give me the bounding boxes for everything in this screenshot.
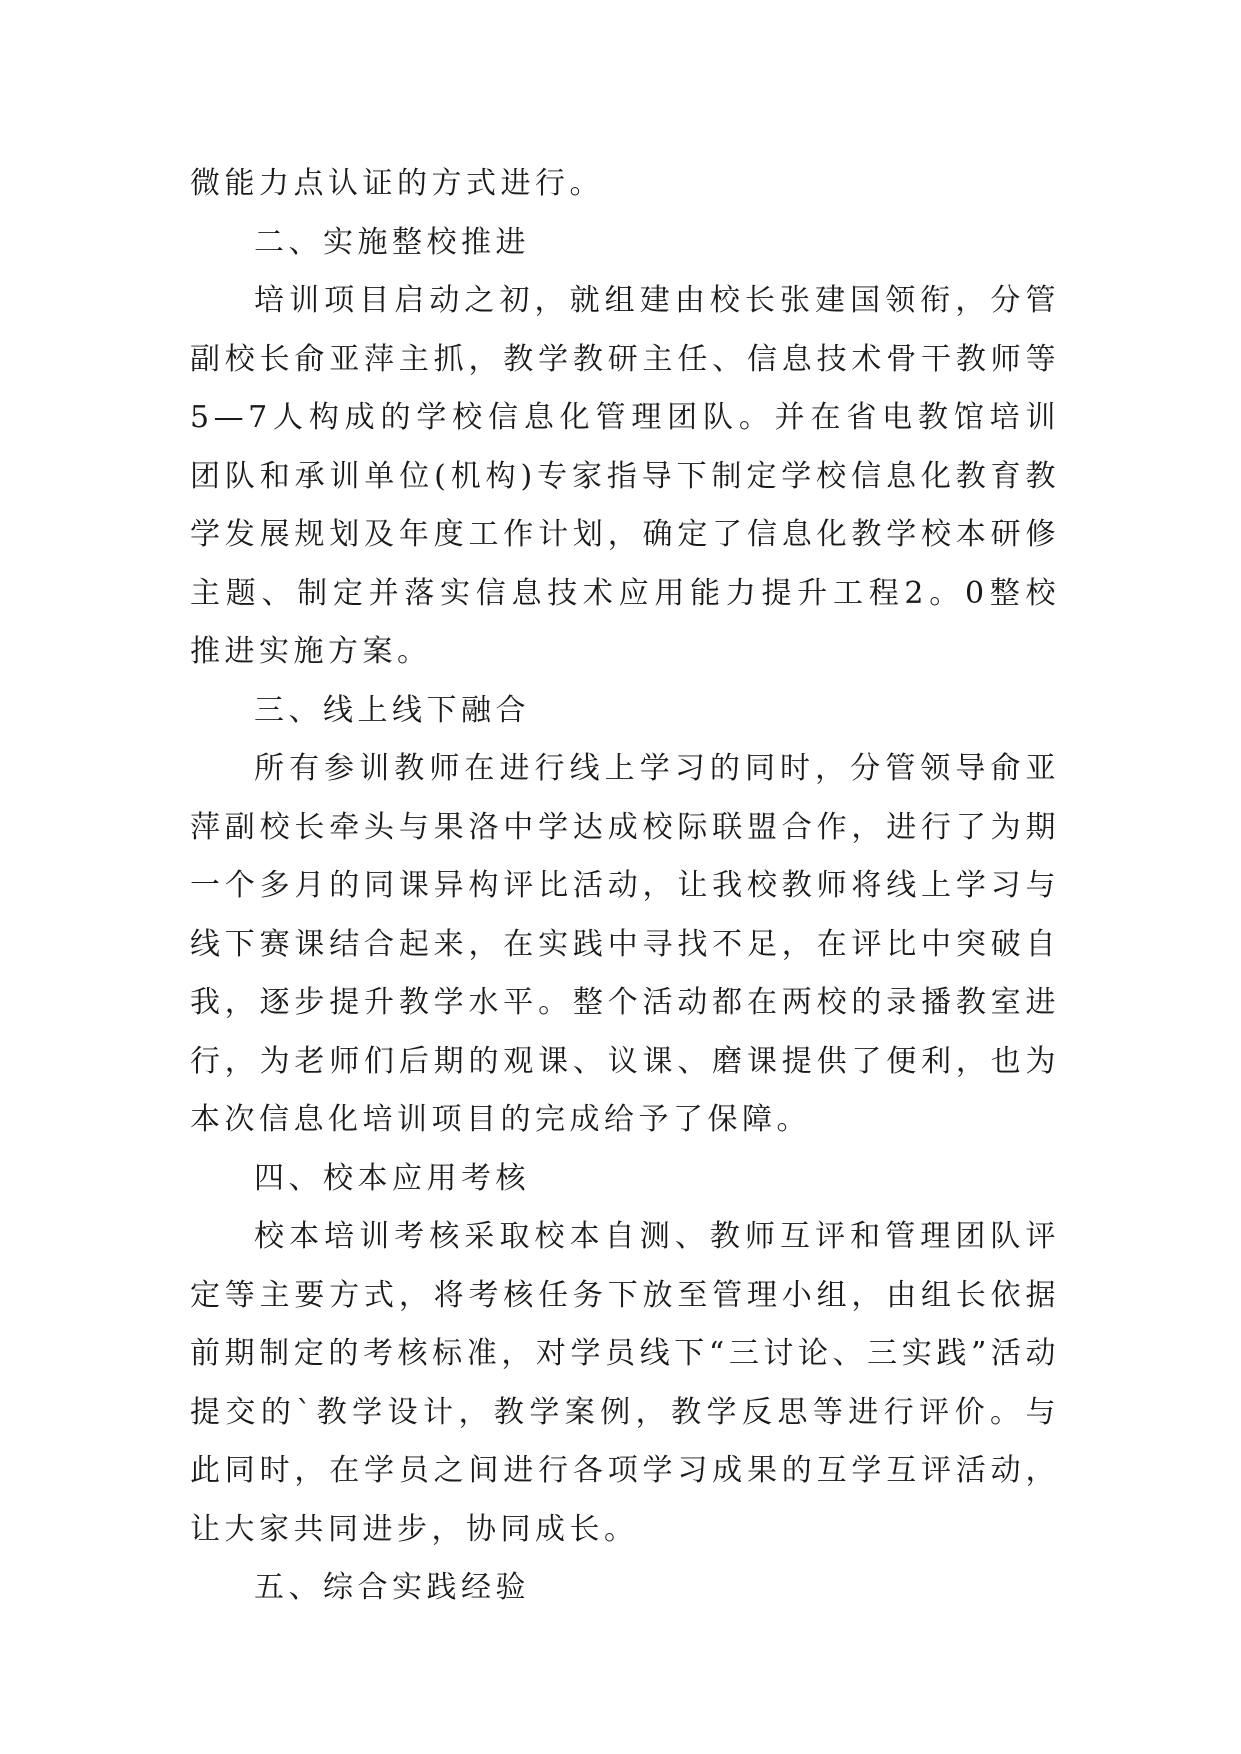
document-body xyxy=(190,155,1060,1618)
section-heading-5: 五、综合实践经验 xyxy=(254,1570,530,1605)
section-heading-3: 三、线上线下融合 xyxy=(254,692,530,728)
paragraph-section-2: 培训项目启动之初，就组建由校长张建国领衔，分管副校长俞亚萍主抓，教学教研主任、信息技术骨干教师等5—7人构成的学校信息化管理团队。并在省电教馆培训团队和承训单位(机构)专家指导下制定学校信息化教育教学发展规划及年度工作计划，确定了信息化教学校本研修主题、制定并落实信息技术应用能力提升工程2。0整校推进实施方案。 xyxy=(190,283,1060,669)
paragraph-section-3: 所有参训教师在进行线上学习的同时，分管领导俞亚萍副校长牵头与果洛中学达成校际联盟合作，进行了为期一个多月的同课异构评比活动，让我校教师将线上学习与线下赛课结合起来，在实践中寻找不足，在评比中突破自我，逐步提升教学水平。整个活动都在两校的录播教室进行，为老师们后期的观课、议课、磨课提供了便利，也为本次信息化培训项目的完成给予了保障。 xyxy=(190,751,1060,1137)
section-heading-2: 二、实施整校推进 xyxy=(254,224,530,260)
paragraph-section-4: 校本培训考核采取校本自测、教师互评和管理团队评定等主要方式，将考核任务下放至管理小组，由组长依据前期制定的考核标准，对学员线下“三讨论、三实践”活动提交的`教学设计，教学案例，教学反思等进行评价。与此同时，在学员之间进行各项学习成果的互学互评活动，让大家共同进步，协同成长。 xyxy=(190,1219,1060,1547)
paragraph-intro-continuation: 微能力点认证的方式进行。 xyxy=(190,166,604,201)
section-heading-4: 四、校本应用考核 xyxy=(254,1160,530,1196)
